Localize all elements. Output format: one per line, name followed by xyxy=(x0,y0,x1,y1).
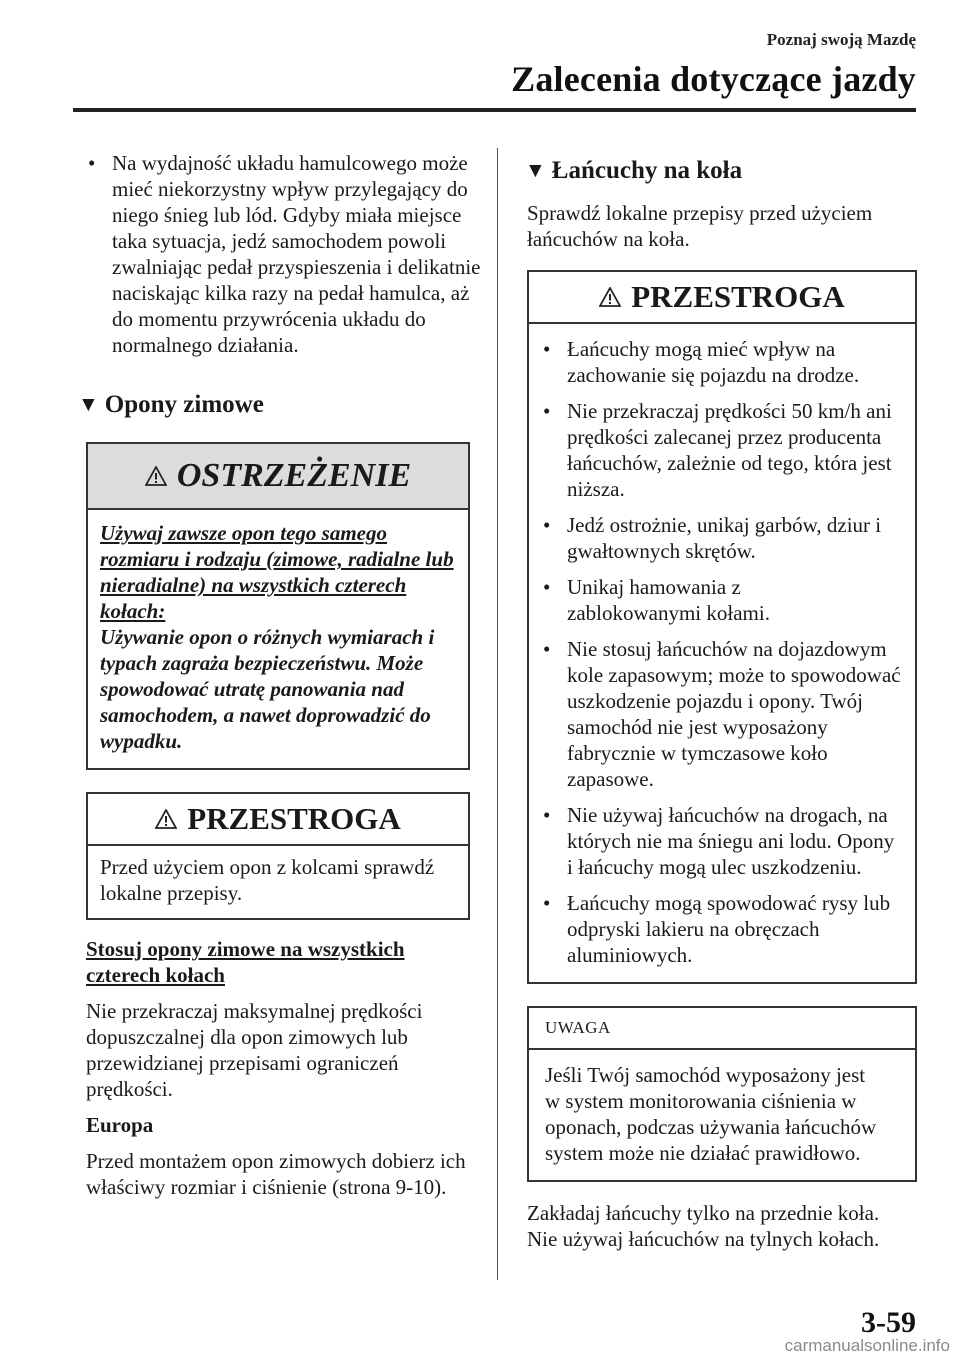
page-number: 3-59 xyxy=(861,1306,916,1339)
caution-item xyxy=(541,890,903,968)
caution-item xyxy=(541,802,903,880)
triangle-down-icon: ▼ xyxy=(525,158,546,182)
section-title: Opony zimowe xyxy=(104,391,264,418)
bullet-icon: • xyxy=(543,637,551,661)
paragraph-size: Przed montażem opon zimowych dobierz ich właściwy rozmiar i ciśnienie (strona 9-10). xyxy=(86,1149,466,1199)
warning-triangle-icon xyxy=(599,287,621,307)
bullet-icon: • xyxy=(543,399,551,423)
note-body xyxy=(529,1050,915,1180)
bullet-icon: • xyxy=(543,803,551,827)
caution-item xyxy=(541,336,903,388)
header-rule xyxy=(73,108,916,112)
note-text: Jeśli Twój samochód wyposażony jest w system monitorowania ciśnienia w oponach, podczas używania łańcuchów system może nie działać prawidłowo. xyxy=(545,1063,877,1165)
caution-item xyxy=(541,398,903,502)
caution-item-text: Nie stosuj łańcuchów na dojazdowym kole zapasowym; może to spowodować uszkodzenie pojazdu i opony. Twój samochód nie jest wyposażony fabrycznie w tymczasowe koło zapasowe. xyxy=(567,637,901,791)
left-column xyxy=(78,150,481,1200)
caution-item xyxy=(541,636,903,792)
bullet-icon: • xyxy=(88,151,96,175)
caution-header xyxy=(88,794,468,846)
caution-item-text: Łańcuchy mogą spowodować rysy lub odpryski lakieru na obręczach aluminiowych. xyxy=(567,891,891,967)
right-column xyxy=(527,150,917,1252)
paragraph-speed: Nie przekraczaj maksymalnej prędkości dopuszczalnej dla opon zimowych lub przewidzianej przepisami ograniczeń prędkości. xyxy=(86,999,423,1101)
warning-header xyxy=(88,444,468,510)
caution-body xyxy=(88,846,468,918)
bullet-icon: • xyxy=(543,337,551,361)
section-heading-winter-tyres xyxy=(78,390,470,420)
page-title: Zalecenia dotyczące jazdy xyxy=(511,59,916,99)
bullet-icon: • xyxy=(543,575,551,599)
subheading-all-wheels: Stosuj opony zimowe na wszystkich czterech kołach xyxy=(86,937,405,987)
warning-title: OSTRZEŻENIE xyxy=(176,457,412,494)
note-header xyxy=(529,1008,915,1050)
warning-triangle-icon xyxy=(145,466,167,486)
note-title: UWAGA xyxy=(545,1018,611,1037)
caution-item-text: Nie przekraczaj prędkości 50 km/h ani prędkości zalecanej przez producenta łańcuchów, zależnie od tego, która jest niższa. xyxy=(567,399,892,501)
caution-title: PRZESTROGA xyxy=(631,279,845,314)
caution-header xyxy=(529,272,915,324)
caution-text: Przed użyciem opon z kolcami sprawdź lokalne przepisy. xyxy=(100,855,435,905)
note-box xyxy=(527,1006,917,1182)
intro-bullet-text: Na wydajność układu hamulcowego może mieć niekorzystny wpływ przylegający do niego śnieg lub lód. Gdyby miała miejsce taka sytuacja, jedź samochodem powoli zwalniając pedał przyspieszenia i delikatnie naciskając kilka razy na pedał hamulca, aż do momentu przywrócenia układu do normalnego działania. xyxy=(112,151,481,357)
warning-text: Używanie opon o różnych wymiarach i typach zagraża bezpieczeństwu. Może spowodować utratę panowania nad samochodem, a nawet doprowadzić do wypadku. xyxy=(100,625,435,753)
header-subtitle: Poznaj swoją Mazdę xyxy=(766,30,916,49)
closing-rear-wheels: Nie używaj łańcuchów na tylnych kołach. xyxy=(527,1227,880,1251)
caution-item xyxy=(541,512,903,564)
caution-item-text: Łańcuchy mogą mieć wpływ na zachowanie się pojazdu na drodze. xyxy=(567,337,860,387)
chains-intro: Sprawdź lokalne przepisy przed użyciem łańcuchów na koła. xyxy=(527,201,873,251)
caution-box-studded xyxy=(86,792,470,920)
column-divider xyxy=(497,148,498,1280)
triangle-down-icon: ▼ xyxy=(78,392,99,416)
caution-title: PRZESTROGA xyxy=(187,801,401,836)
warning-underlined-text: Używaj zawsze opon tego samego rozmiaru i rodzaju (zimowe, radialne lub nieradialne) na wszystkich czterech kołach: xyxy=(100,521,454,623)
caution-item-text: Jedź ostrożnie, unikaj garbów, dziur i gwałtownych skrętów. xyxy=(567,513,882,563)
warning-box xyxy=(86,442,470,770)
caution-item-text: Nie używaj łańcuchów na drogach, na których nie ma śniegu ani lodu. Opony i łańcuchy mogą ulec uszkodzeniu. xyxy=(567,803,895,879)
warning-triangle-icon xyxy=(155,809,177,829)
region-label: Europa xyxy=(86,1113,154,1137)
caution-item xyxy=(541,574,903,626)
section-title: Łańcuchy na koła xyxy=(551,157,743,184)
bullet-icon: • xyxy=(543,891,551,915)
bullet-icon: • xyxy=(543,513,551,537)
warning-body xyxy=(88,510,468,768)
caution-item-text: Unikaj hamowania z zablokowanymi kołami. xyxy=(567,575,770,625)
watermark: carmanualsonline.info xyxy=(784,1336,950,1355)
caution-box-chains xyxy=(527,270,917,984)
intro-bullet xyxy=(86,150,494,358)
closing-front-wheels: Zakładaj łańcuchy tylko na przednie koła. xyxy=(527,1201,880,1225)
caution-list xyxy=(529,324,915,982)
section-heading-chains xyxy=(525,156,917,186)
